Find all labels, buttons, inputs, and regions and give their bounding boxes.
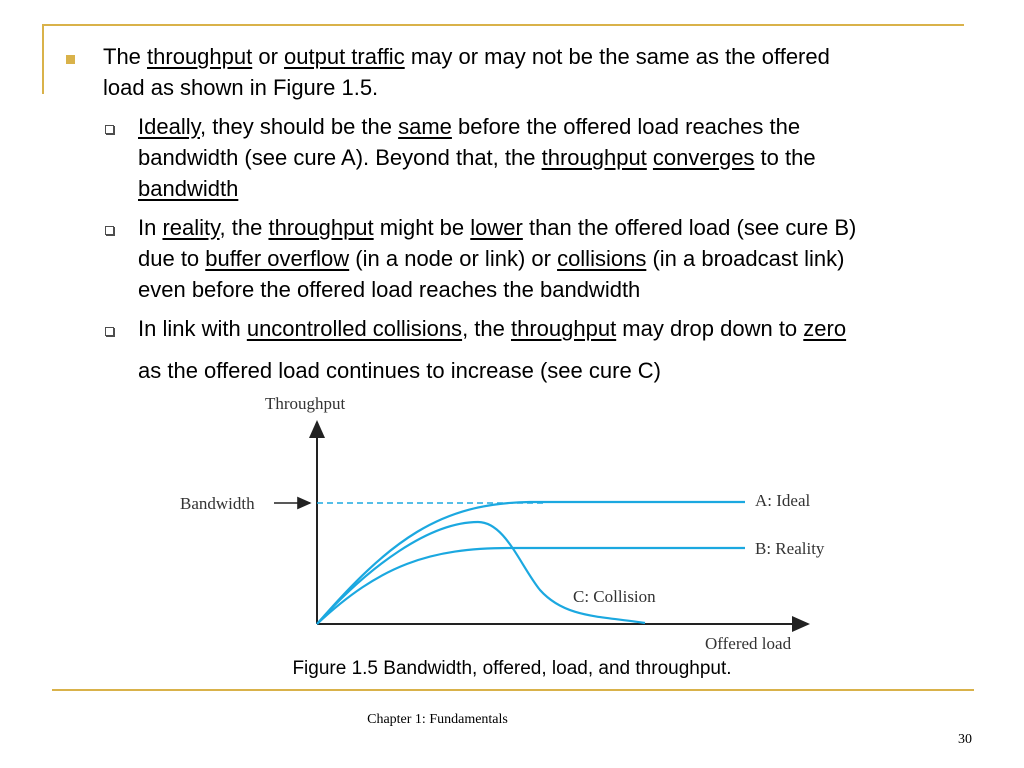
sub3-line1 bbox=[138, 314, 846, 344]
sub2-line2 bbox=[138, 244, 844, 274]
curve-a-label: A: Ideal bbox=[755, 491, 811, 510]
main-bullet-marker bbox=[66, 55, 75, 64]
text: might be bbox=[373, 215, 471, 240]
term-uncontrolled-collisions: uncontrolled collisions bbox=[246, 316, 463, 341]
text: (in a broadcast link) bbox=[646, 246, 845, 271]
text: may drop down to bbox=[616, 316, 804, 341]
sub1-line2 bbox=[138, 143, 816, 173]
page-number: 30 bbox=[958, 732, 972, 747]
sub-bullet-marker bbox=[105, 226, 114, 235]
frame-left-rule bbox=[42, 24, 44, 94]
text: due to bbox=[138, 246, 206, 271]
text: may or may not be the same as the offered bbox=[404, 44, 830, 69]
text: The bbox=[103, 44, 148, 69]
term-throughput: throughput bbox=[541, 145, 647, 170]
term-same: same bbox=[398, 114, 452, 139]
bullet1-line1 bbox=[103, 42, 830, 72]
term-throughput: throughput bbox=[147, 44, 253, 69]
frame-bottom-rule bbox=[52, 689, 974, 691]
throughput-figure bbox=[170, 390, 850, 660]
text: (in a node or link) or bbox=[349, 246, 558, 271]
term-reality: reality bbox=[162, 215, 220, 240]
curve-c-label: C: Collision bbox=[573, 587, 656, 606]
frame-top-rule bbox=[42, 24, 964, 26]
bullet1-line2: load as shown in Figure 1.5. bbox=[103, 75, 379, 100]
sub-bullet-marker bbox=[105, 125, 114, 134]
footer-chapter: Chapter 1: Fundamentals bbox=[367, 712, 508, 727]
sub1-line3: bandwidth bbox=[138, 176, 239, 201]
text: before the offered load reaches the bbox=[451, 114, 801, 139]
term-converges: converges bbox=[652, 145, 755, 170]
figure-caption: Figure 1.5 Bandwidth, offered, load, and throughput. bbox=[292, 658, 732, 679]
text: , they should be the bbox=[199, 114, 399, 139]
term-ideally: Ideally bbox=[138, 114, 200, 139]
text: In bbox=[138, 215, 163, 240]
term-collisions: collisions bbox=[557, 246, 647, 271]
text: bandwidth (see cure A). Beyond that, the bbox=[138, 145, 542, 170]
sub1-line1 bbox=[138, 112, 800, 142]
text: or bbox=[252, 44, 285, 69]
text: , the bbox=[462, 316, 511, 341]
x-axis-label: Offered load bbox=[705, 634, 792, 653]
text: , the bbox=[219, 215, 269, 240]
y-axis-label: Throughput bbox=[265, 394, 346, 413]
term-buffer-overflow: buffer overflow bbox=[205, 246, 350, 271]
sub3-line2: as the offered load continues to increase (see cure C) bbox=[138, 358, 662, 383]
term-zero: zero bbox=[803, 316, 847, 341]
term-throughput: throughput bbox=[268, 215, 374, 240]
text: to the bbox=[754, 145, 816, 170]
term-output-traffic: output traffic bbox=[284, 44, 405, 69]
term-throughput: throughput bbox=[510, 316, 617, 341]
sub-bullet-marker bbox=[105, 327, 114, 336]
text: In link with bbox=[138, 316, 247, 341]
sub2-line3: even before the offered load reaches the bandwidth bbox=[138, 277, 641, 302]
bandwidth-label: Bandwidth bbox=[180, 494, 255, 513]
curve-b-label: B: Reality bbox=[755, 539, 825, 558]
term-lower: lower bbox=[470, 215, 523, 240]
sub2-line1 bbox=[138, 213, 856, 243]
text: than the offered load (see cure B) bbox=[522, 215, 857, 240]
